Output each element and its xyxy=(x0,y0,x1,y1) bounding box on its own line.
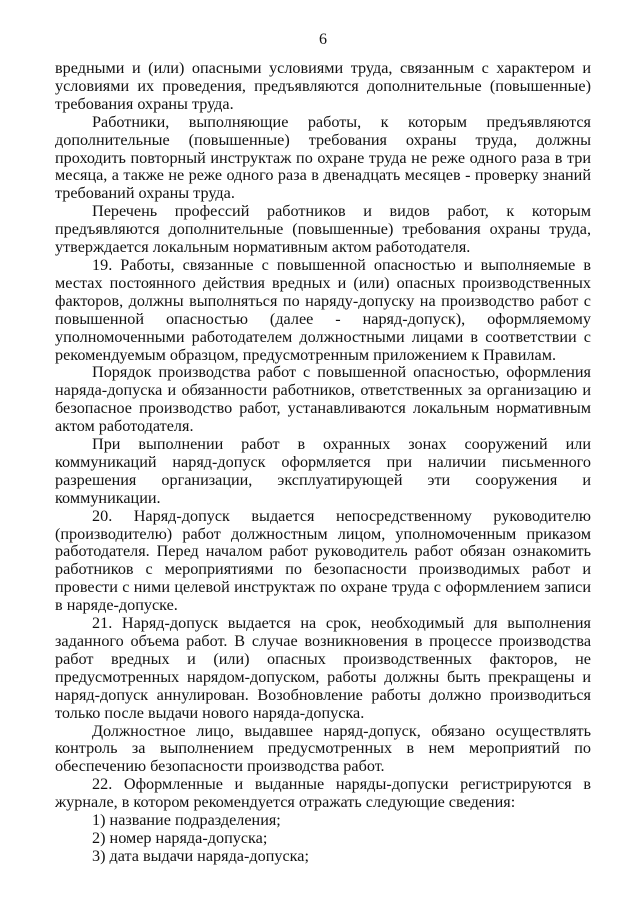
paragraph-clause-19: 19. Работы, связанные с повышенной опасностью и выполняемые в местах постоянного действия вредных и (или) опасных производственных факторов, должны выполняться по наряду-допуску на производство работ с повышенной опасностью (далее - наряд-допуск), оформляемому уполномоченными работодателем должностными лицами в соответствии с рекомендуемым образцом, предусмотренным приложением к Правилам. xyxy=(55,255,591,364)
page-number: 6 xyxy=(319,31,327,48)
list-item: 2) номер наряда-допуска; xyxy=(92,828,268,847)
paragraph-clause-20: 20. Наряд-допуск выдается непосредственному руководителю (производителю) работ должностным лицом, уполномоченным приказом работодателя. Перед началом работ руководитель работ обязан ознакомить работников с мероприятиями по безопасности производимых работ и провести с ними целевой инструктаж по охране труда с оформлением записи в наряде-допуске. xyxy=(55,506,591,615)
paragraph-protected-zones: При выполнении работ в охранных зонах сооружений или коммуникаций наряд-допуск оформляется при наличии письменного разрешения организации, эксплуатирующей эти сооружения и коммуникации. xyxy=(55,435,591,507)
paragraph-profession-list: Перечень профессий работников и видов работ, к которым предъявляются дополнительные (повышенные) требования охраны труда, утверждается локальным нормативным актом работодателя. xyxy=(55,202,591,257)
paragraph-work-procedure: Порядок производства работ с повышенной опасностью, оформления наряда-допуска и обязанности работников, ответственных за организацию и безопасное производство работ, устанавливаются локальным нормативным актом работодателя. xyxy=(55,363,591,436)
document-page xyxy=(55,30,591,866)
paragraph-repeat-briefing: Работники, выполняющие работы, к которым предъявляются дополнительные (повышенные) требования охраны труда, должны проходить повторный инструктаж по охране труда не реже одного раза в три месяца, а также не реже одного раза в двенадцать месяцев - проверку знаний требований охраны труда. xyxy=(55,112,591,203)
paragraph-continuation: вредными и (или) опасными условиями труда, связанным с характером и условиями их проведения, предъявляются дополнительные (повышенные) требования охраны труда. xyxy=(55,59,591,113)
paragraph-clause-21: 21. Наряд-допуск выдается на срок, необходимый для выполнения заданного объема работ. В случае возникновения в процессе производства работ вредных и (или) опасных производственных факторов, не предусмотренных нарядом-допуском, работы должны быть прекращены и наряд-допуск аннулирован. Возобновление работы должно производиться только после выдачи нового наряда-допуска. xyxy=(55,614,591,722)
list-item: 1) название подразделения; xyxy=(92,811,281,830)
paragraph-clause-22: 22. Оформленные и выданные наряды-допуски регистрируются в журнале, в котором рекомендуется отражать следующие сведения: xyxy=(55,775,591,812)
list-item: 3) дата выдачи наряда-допуска; xyxy=(92,846,309,865)
paragraph-issuer-control: Должностное лицо, выдавшее наряд-допуск, обязано осуществлять контроль за выполнением предусмотренных в нем мероприятий по обеспечению безопасности производства работ. xyxy=(55,721,591,776)
